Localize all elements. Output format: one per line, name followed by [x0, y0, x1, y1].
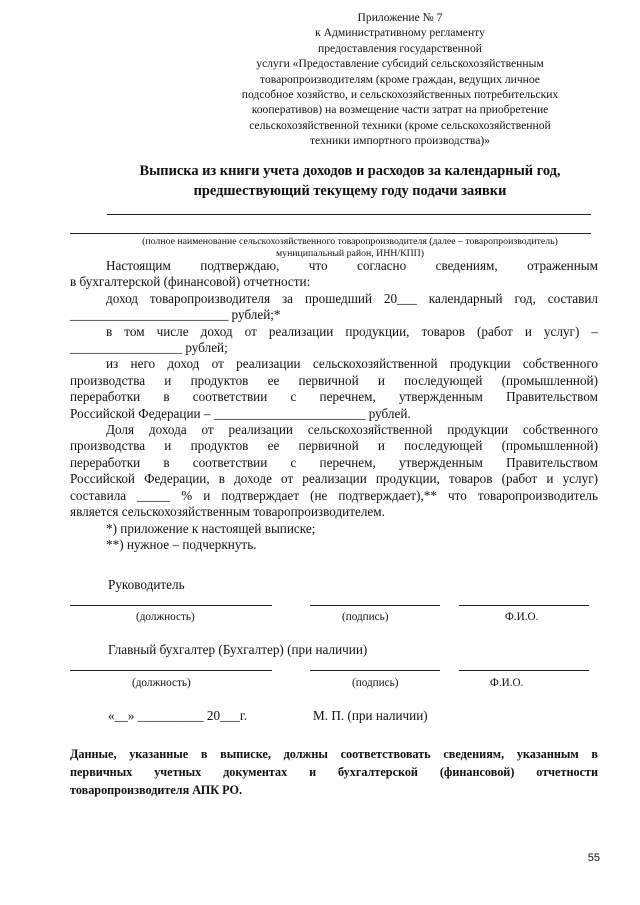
head-signature-caption: (подпись) — [342, 611, 389, 623]
producer-caption-2: муниципальный район, ИНН/КПП) — [275, 248, 425, 259]
p5-line-4: Российской Федерации, в доходе от реализации продукции, товаров (работ и услуг) — [70, 471, 598, 487]
appendix-header — [200, 10, 600, 149]
appendix-line: предоставления государственной — [318, 41, 482, 55]
accountant-label: Главный бухгалтер (Бухгалтер) (при наличии) — [108, 642, 368, 657]
appendix-line: Приложение № 7 — [357, 11, 443, 24]
producer-caption-1: (полное наименование сельскохозяйственного товаропроизводителя (далее – товаропроизводитель) — [142, 236, 558, 247]
head-name-caption: Ф.И.О. — [505, 611, 539, 623]
appendix-line: к Административному регламенту — [315, 26, 485, 40]
accountant-name-line — [459, 670, 589, 671]
p3-line-1: в том числе доход от реализации продукции, товаров (работ и услуг) – — [106, 323, 598, 339]
final-note-line-3: товаропроизводителя АПК РО. — [70, 783, 243, 797]
producer-name-line-2 — [70, 233, 591, 234]
title-line-2: предшествующий текущему году подачи заявки — [193, 183, 507, 199]
p1-line-2: в бухгалтерской (финансовой) отчетности: — [70, 274, 311, 290]
p5-line-1: Доля дохода от реализации сельскохозяйственной продукции собственного — [106, 422, 598, 438]
p2-line-1: доход товаропроизводителя за прошедший 20___ календарный год, составил — [106, 290, 598, 306]
p3-line-2: _________________ рублей; — [70, 340, 228, 356]
page-number: 55 — [587, 852, 600, 864]
accountant-position-line — [70, 670, 272, 671]
head-signature-line — [310, 605, 440, 606]
p1-line-1: Настоящим подтверждаю, что согласно сведениям, отраженным — [106, 258, 598, 273]
p5-line-3: переработки в соответствии с перечнем, утвержденным Правительством — [70, 454, 598, 470]
accountant-signature-line — [310, 670, 440, 671]
appendix-line: услуги «Предоставление субсидий сельскохозяйственным — [256, 57, 544, 71]
head-position-caption: (должность) — [136, 611, 195, 623]
accountant-position-caption: (должность) — [132, 677, 191, 689]
date-line: «__» __________ 20___г. — [108, 708, 248, 723]
footnote-2: **) нужное – подчеркнуть. — [106, 536, 257, 552]
final-note — [70, 745, 598, 799]
p4-line-3: переработки в соответствии с перечнем, утвержденным Правительством — [70, 389, 598, 405]
accountant-name-caption: Ф.И.О. — [490, 677, 524, 689]
head-name-line — [459, 605, 589, 606]
appendix-line: товаропроизводителям (кроме граждан, ведущих личное — [260, 72, 540, 86]
head-label: Руководитель — [108, 577, 185, 592]
statement-body — [70, 258, 598, 553]
footnote-1: *) приложение к настоящей выписке; — [106, 520, 316, 536]
stamp-place: М. П. (при наличии) — [313, 708, 428, 723]
accountant-signature-caption: (подпись) — [352, 677, 399, 689]
p5-line-5: составила _____ % и подтверждает (не подтверждает),** что товаропроизводитель — [70, 487, 598, 503]
title-line-1: Выписка из книги учета доходов и расходов за календарный год, — [139, 163, 561, 179]
p5-line-6: является сельскохозяйственным товаропроизводителем. — [70, 504, 385, 520]
head-position-line — [70, 605, 272, 606]
appendix-line: сельскохозяйственной техники (кроме сельскохозяйственной — [249, 118, 551, 132]
producer-name-line-1 — [107, 214, 591, 215]
final-note-line-1: Данные, указанные в выписке, должны соответствовать сведениям, указанным в — [70, 747, 598, 761]
final-note-line-2: первичных учетных документах и бухгалтерской (финансовой) отчетности — [70, 765, 598, 779]
appendix-line: подсобное хозяйство, и сельскохозяйственных потребительских — [241, 88, 559, 102]
appendix-line: техники импортного производства)» — [309, 134, 491, 148]
appendix-line: кооперативов) на возмещение части затрат на приобретение — [251, 103, 549, 117]
p5-line-2: производства и продуктов ее первичной и последующей (промышленной) — [70, 438, 598, 454]
p4-line-4: Российской Федерации – _______________________ рублей. — [70, 405, 411, 421]
p4-line-2: производства и продуктов ее первичной и последующей (промышленной) — [70, 372, 598, 388]
document-title — [70, 161, 630, 201]
p2-line-2: ________________________ рублей;* — [70, 307, 281, 323]
p4-line-1: из него доход от реализации сельскохозяйственной продукции собственного — [106, 356, 598, 372]
